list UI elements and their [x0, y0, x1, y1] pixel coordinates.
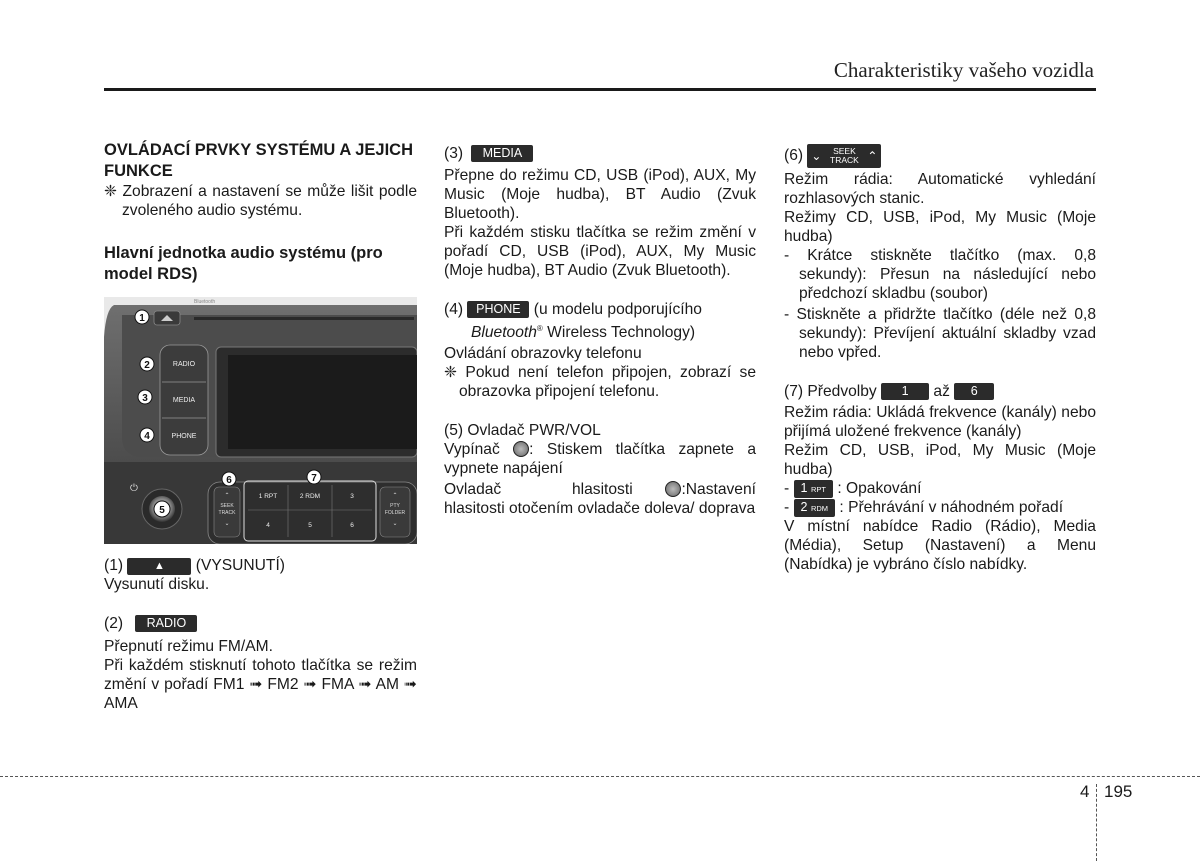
callout-5: [154, 501, 170, 517]
callout-7: [307, 470, 321, 484]
phone-button-icon: PHONE: [467, 301, 529, 318]
bluetooth-italic: Bluetooth: [471, 324, 537, 342]
svg-text:4: 4: [144, 431, 150, 442]
item-3-num: (3): [444, 145, 464, 162]
item-7-rpt: - 1 RPT : Opakování: [784, 480, 922, 497]
item-3-desc1: Přepne do režimu CD, USB (iPod), AUX, My Music (Moje hudba), BT Audio (Zvuk Bluetooth).: [444, 167, 756, 222]
seek-track-button-icon: [807, 144, 881, 168]
item-1-num: (1): [104, 557, 124, 574]
item-4-line: [444, 300, 756, 319]
registered-mark: ®: [536, 324, 543, 333]
footer-dashed-rule: [0, 776, 1200, 777]
svg-text:2: 2: [144, 360, 150, 371]
section-number: 4: [1080, 782, 1090, 801]
figure-preset-3: 3: [350, 493, 354, 500]
svg-text:PTY: PTY: [390, 503, 400, 509]
item-6-desc1: Režim rádia: Automatické vyhledání rozhlasových stanic.: [784, 171, 1096, 207]
subheading: Hlavní jednotka audio systému (pro model RDS): [104, 244, 383, 283]
media-button-icon: MEDIA: [471, 145, 533, 162]
chevron-down-icon: ⌄: [811, 148, 822, 163]
rpt-small: RPT: [810, 485, 826, 494]
figure-preset-2: 2 RDM: [299, 493, 321, 500]
item-2-num: (2): [104, 615, 124, 632]
rdm-small: RDM: [810, 504, 829, 513]
item-6-num: (6): [784, 147, 804, 165]
item-7-desc1: Režim rádia: Ukládá frekvence (kanály) nebo přijímá uložené frekvence (kanály): [784, 404, 1096, 440]
column-1-items: [104, 556, 417, 713]
item-6-bullet2: - Stiskněte a přidržte tlačítko (déle než 0,8 sekundy): Převíjení aktuální skladby vzad nebo vpřed.: [784, 306, 1096, 361]
item-4-desc-b-rest: Wireless Technology): [542, 324, 696, 342]
item-6-line: [784, 144, 1096, 168]
svg-text:⏻: ⏻: [130, 483, 138, 494]
item-7-to: až: [933, 383, 950, 400]
column-3: [784, 144, 1096, 574]
preset-1-button-icon: 1: [881, 383, 929, 400]
column-1: [104, 140, 417, 285]
svg-text:FOLDER: FOLDER: [384, 510, 406, 516]
item-7-desc3: V místní nabídce Radio (Rádio), Media (Média), Setup (Nastavení) a Menu (Nabídka) je vybráno číslo nabídky.: [784, 518, 1096, 573]
item-2-line: [104, 614, 417, 633]
running-header-title: Charakteristiky vašeho vozidla: [833, 58, 1094, 82]
svg-text:5: 5: [159, 505, 165, 516]
callout-1: [135, 310, 149, 324]
callout-2: [140, 357, 154, 371]
rpt-button-icon: [794, 480, 833, 498]
svg-text:⌄: ⌄: [392, 521, 398, 527]
figure-phone-label: PHONE: [171, 433, 197, 440]
item-6-bullet1: - Krátce stiskněte tlačítko (max. 0,8 sekundy): Přesun na následující nebo předchozí skladbu (soubor): [784, 247, 1096, 302]
svg-text:1: 1: [139, 313, 145, 324]
rpt-num: 1: [800, 481, 808, 495]
rdm-button-icon: [794, 499, 836, 517]
svg-text:TRACK: TRACK: [218, 510, 236, 516]
item-3-line: [444, 144, 756, 163]
svg-text:3: 3: [142, 393, 148, 404]
volume-knob-icon: [665, 481, 681, 497]
item-6-desc2: Režimy CD, USB, iPod, My Music (Moje hudba): [784, 209, 1096, 245]
item-1-suffix: (VYSUNUTÍ): [195, 557, 285, 574]
svg-text:7: 7: [311, 473, 317, 484]
callout-3: [138, 390, 152, 404]
item-2-desc2: Při každém stisknutí tohoto tlačítka se režim změní v pořadí FM1 ➟ FM2 ➟ FMA ➟ AM ➟ AMA: [104, 657, 417, 712]
power-knob-icon: [513, 441, 529, 457]
rdm-num: 2: [800, 500, 808, 514]
variant-note: ❈ Zobrazení a nastavení se může lišit podle zvoleného audio systému.: [104, 183, 417, 219]
rpt-desc: : Opakování: [837, 480, 922, 497]
item-5-volume-label: Ovladač hlasitosti: [444, 481, 633, 499]
page-number: 195: [1104, 782, 1133, 801]
svg-text:6: 6: [226, 475, 232, 486]
svg-text:⌄: ⌄: [224, 521, 230, 527]
item-7-label: (7) Předvolby: [784, 383, 877, 400]
svg-text:SEEK: SEEK: [220, 503, 234, 509]
item-1-line: [104, 556, 417, 575]
bluetooth-logo-text: Bluetooth: [194, 299, 216, 305]
header-rule: [104, 88, 1096, 91]
section-heading: OVLÁDACÍ PRVKY SYSTÉMU A JEJICH FUNKCE: [104, 141, 413, 180]
chevron-up-icon: ⌃: [867, 148, 878, 163]
item-5-volume-desc: :Nastavení hlasitosti otočením ovladače doleva/ doprava: [444, 481, 756, 518]
item-4-desc-a: (u modelu podporujícího: [533, 301, 702, 318]
column-2: [444, 144, 756, 518]
radio-button-icon: RADIO: [135, 615, 197, 632]
item-1-desc: Vysunutí disku.: [104, 576, 210, 593]
svg-text:⌃: ⌃: [392, 493, 398, 499]
item-4-desc2: Ovládání obrazovky telefonu: [444, 345, 642, 363]
item-4-note: ❈ Pokud není telefon připojen, zobrazí se obrazovka připojení telefonu.: [444, 364, 756, 401]
figure-radio-label: RADIO: [172, 361, 196, 368]
figure-media-label: MEDIA: [172, 397, 196, 404]
item-5-power-label: Vypínač: [444, 441, 500, 459]
item-7-desc2: Režim CD, USB, iPod, My Music (Moje hudba): [784, 442, 1096, 478]
figure-preset-5: 5: [308, 522, 312, 529]
item-5-power-desc: : Stiskem tlačítka zapnete a vypnete napájení: [444, 441, 756, 478]
eject-button-icon: ▲: [127, 558, 191, 575]
item-5-volume: [444, 480, 756, 518]
seek-track-label: SEEK TRACK: [830, 146, 859, 165]
audio-head-unit-figure: [104, 297, 417, 544]
item-2-desc1: Přepnutí režimu FM/AM.: [104, 638, 273, 655]
item-4-desc-b: [444, 319, 756, 342]
item-3-desc2: Při každém stisku tlačítka se režim změní v pořadí CD, USB (iPod), AUX, My Music (Moje hudba), BT Audio (Zvuk Bluetooth).: [444, 224, 756, 279]
preset-6-button-icon: 6: [954, 383, 994, 400]
item-5-power: [444, 440, 756, 478]
footer-vertical-rule: [1096, 784, 1097, 861]
item-7-rdm: - 2 RDM : Přehrávání v náhodném pořadí: [784, 499, 1064, 516]
figure-preset-4: 4: [266, 522, 270, 529]
figure-preset-1: 1 RPT: [258, 493, 278, 500]
item-4-num: (4): [444, 301, 464, 318]
item-7-line: [784, 382, 1096, 401]
figure-preset-6: 6: [350, 522, 354, 529]
callout-6: [222, 472, 236, 486]
rdm-desc: : Přehrávání v náhodném pořadí: [839, 499, 1064, 516]
item-5-title: (5) Ovladač PWR/VOL: [444, 422, 601, 440]
svg-text:⌃: ⌃: [224, 493, 230, 499]
callout-4: [140, 428, 154, 442]
